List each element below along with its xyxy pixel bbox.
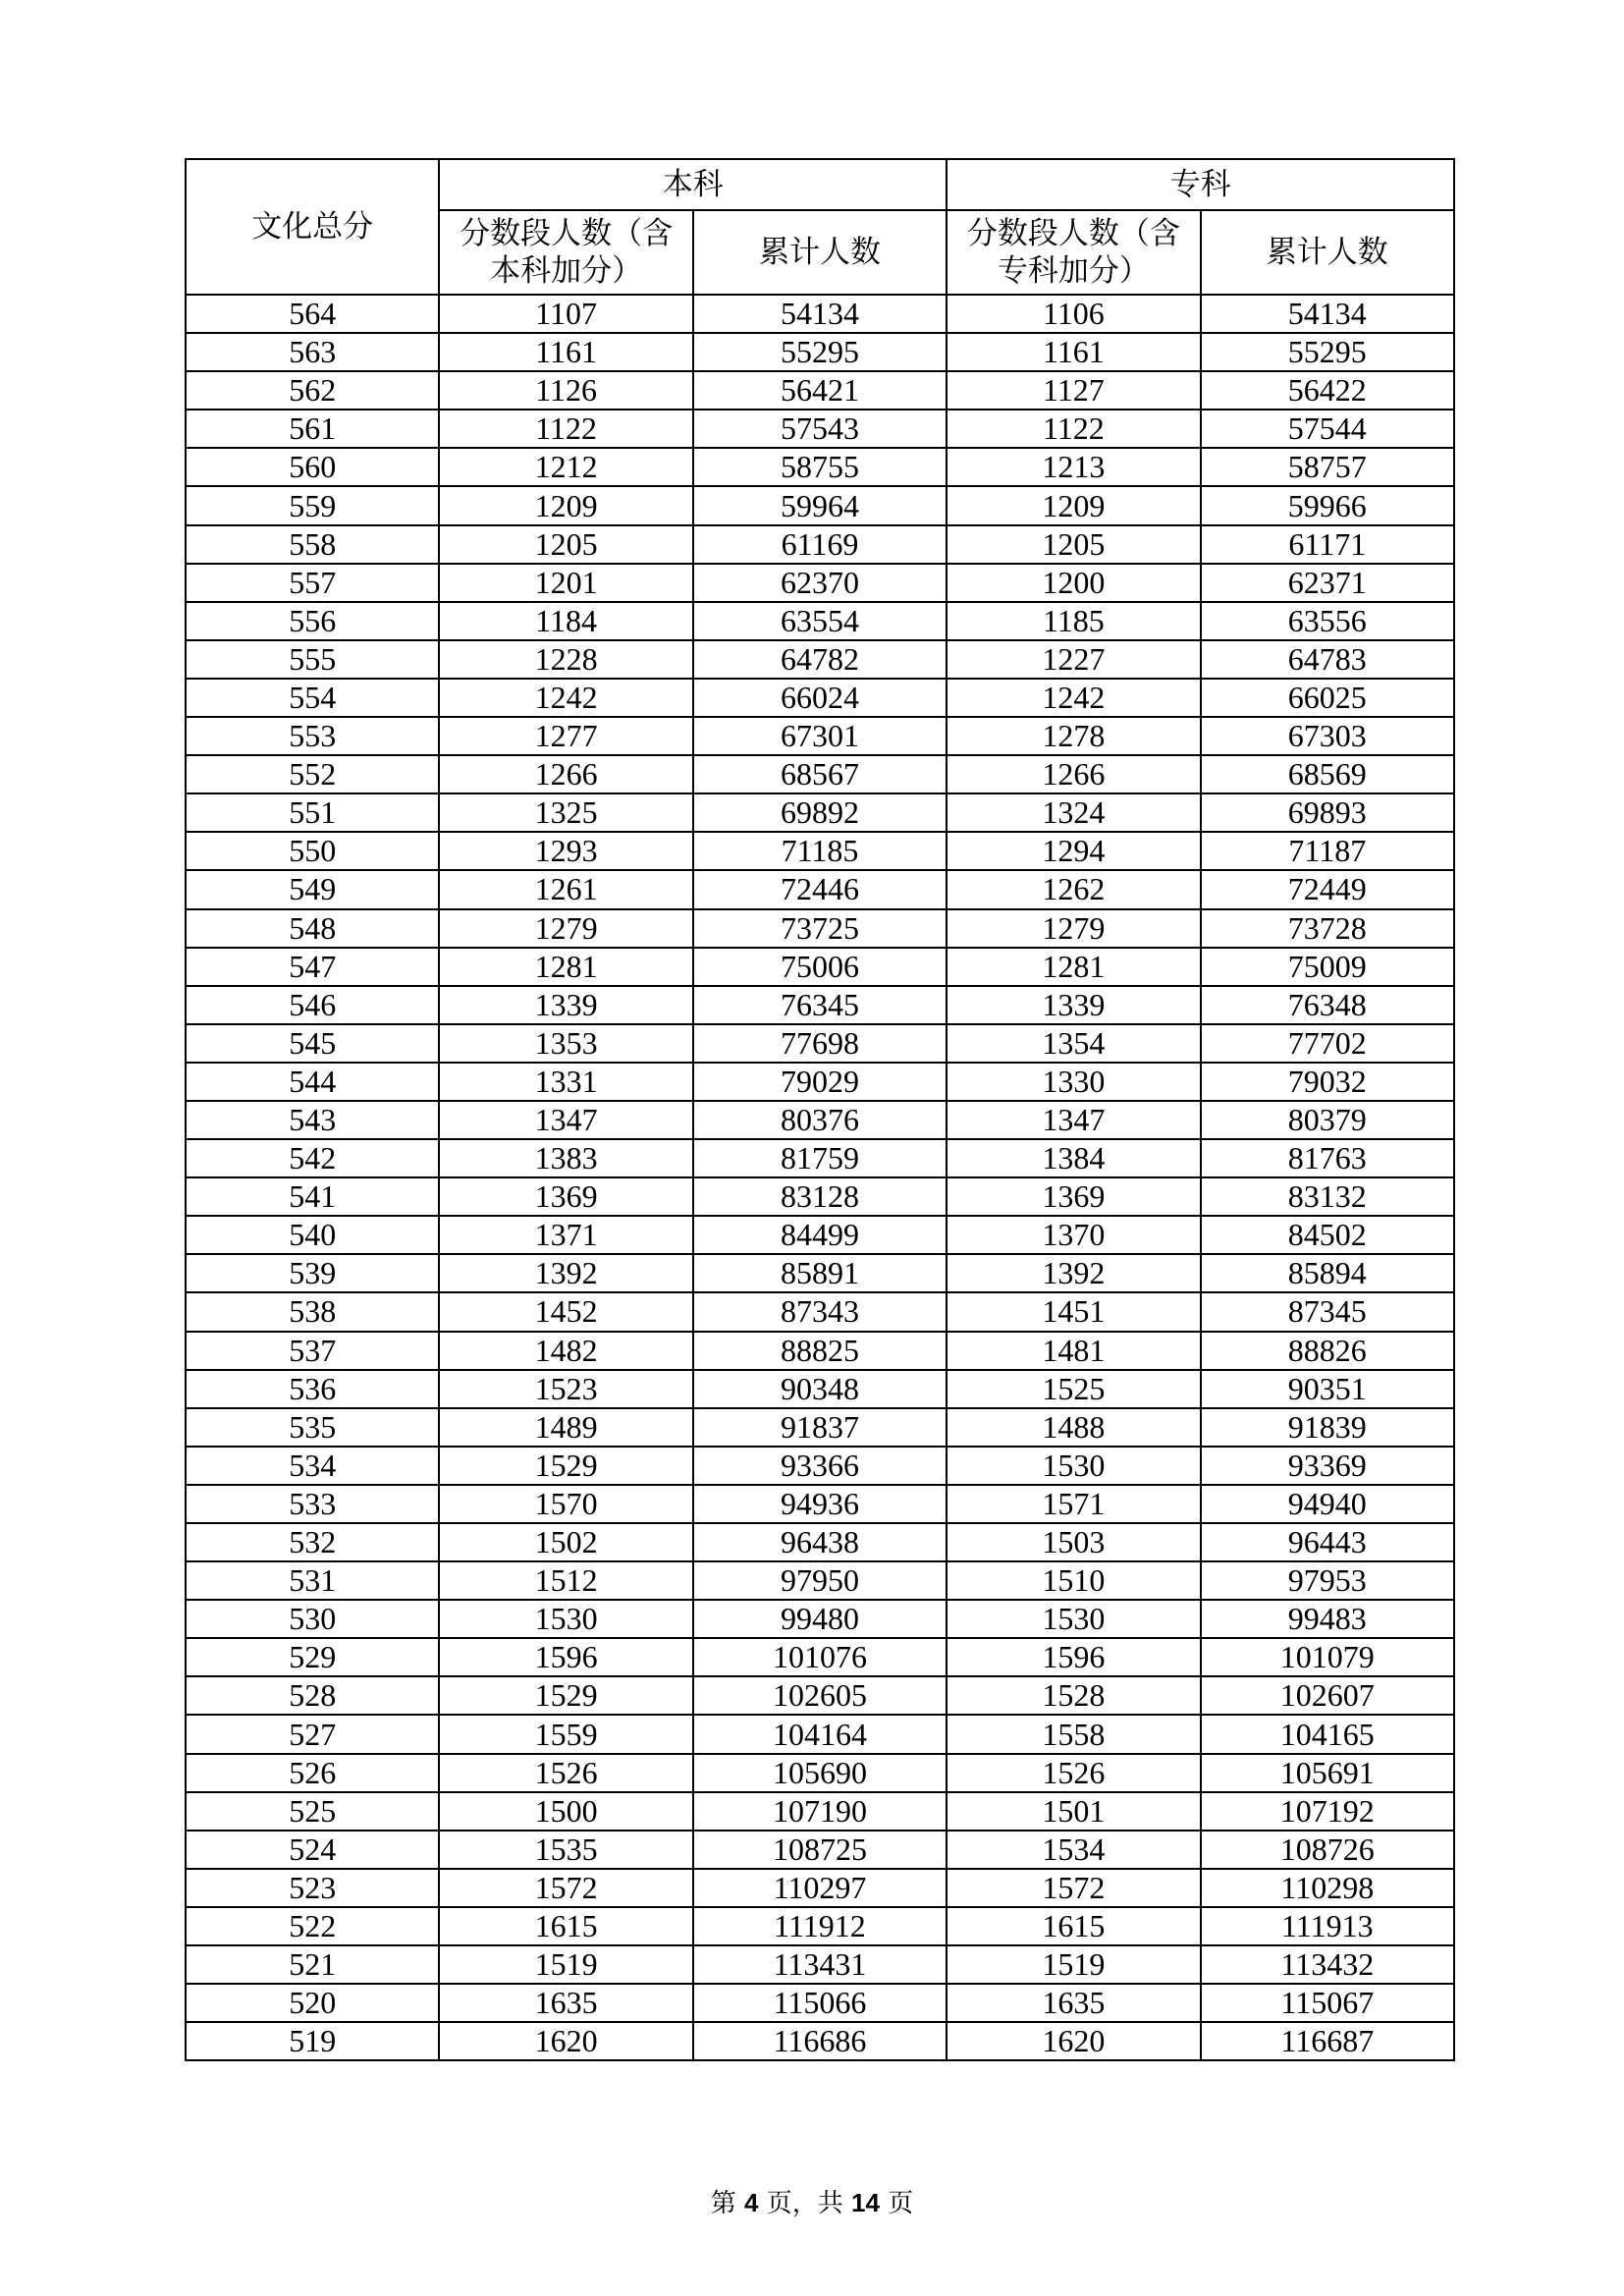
cell-score: 561 [186, 410, 439, 448]
cell-college-cumulative: 91839 [1201, 1408, 1454, 1447]
cell-college-segment: 1501 [947, 1792, 1200, 1831]
cell-college-segment: 1620 [947, 2022, 1200, 2060]
cell-undergrad-segment: 1122 [439, 410, 692, 448]
cell-undergrad-segment: 1277 [439, 717, 692, 755]
table-row [186, 1332, 1454, 1370]
cell-college-segment: 1185 [947, 602, 1200, 640]
cell-undergrad-segment: 1339 [439, 986, 692, 1024]
table-row [186, 371, 1454, 410]
cell-college-segment: 1161 [947, 333, 1200, 371]
cell-undergrad-segment: 1392 [439, 1254, 692, 1292]
header-college-cumulative: 累计人数 [1201, 210, 1454, 295]
footer-suffix: 页 [879, 2189, 914, 2218]
cell-college-cumulative: 115067 [1201, 1984, 1454, 2022]
table-row [186, 2022, 1454, 2060]
score-distribution-table [185, 158, 1455, 2061]
cell-score: 534 [186, 1447, 439, 1485]
cell-college-cumulative: 97953 [1201, 1561, 1454, 1600]
cell-score: 546 [186, 986, 439, 1024]
table-row [186, 832, 1454, 870]
table-row [186, 1254, 1454, 1292]
table-row [186, 1561, 1454, 1600]
cell-college-segment: 1392 [947, 1254, 1200, 1292]
cell-score: 519 [186, 2022, 439, 2060]
cell-score: 537 [186, 1332, 439, 1370]
cell-score: 520 [186, 1984, 439, 2022]
cell-college-segment: 1503 [947, 1523, 1200, 1561]
cell-undergrad-cumulative: 66024 [693, 679, 947, 717]
cell-undergrad-segment: 1572 [439, 1869, 692, 1907]
table-row [186, 1408, 1454, 1447]
cell-college-cumulative: 57544 [1201, 410, 1454, 448]
table-row [186, 1831, 1454, 1869]
cell-undergrad-cumulative: 55295 [693, 333, 947, 371]
cell-college-segment: 1354 [947, 1024, 1200, 1063]
cell-college-cumulative: 113432 [1201, 1945, 1454, 1984]
cell-score: 522 [186, 1907, 439, 1945]
cell-undergrad-cumulative: 79029 [693, 1063, 947, 1101]
cell-college-cumulative: 62371 [1201, 564, 1454, 602]
cell-undergrad-cumulative: 76345 [693, 986, 947, 1024]
cell-score: 538 [186, 1292, 439, 1331]
table-row [186, 1024, 1454, 1063]
cell-college-segment: 1347 [947, 1101, 1200, 1139]
cell-score: 532 [186, 1523, 439, 1561]
cell-undergrad-segment: 1615 [439, 1907, 692, 1945]
table-row [186, 295, 1454, 333]
cell-college-segment: 1324 [947, 793, 1200, 832]
cell-undergrad-segment: 1347 [439, 1101, 692, 1139]
cell-college-segment: 1213 [947, 448, 1200, 486]
cell-college-cumulative: 105691 [1201, 1754, 1454, 1792]
cell-college-segment: 1525 [947, 1370, 1200, 1408]
cell-score: 527 [186, 1715, 439, 1753]
cell-undergrad-segment: 1383 [439, 1139, 692, 1177]
table-row [186, 755, 1454, 793]
header-score: 文化总分 [186, 159, 439, 295]
cell-score: 540 [186, 1216, 439, 1254]
cell-college-cumulative: 90351 [1201, 1370, 1454, 1408]
cell-undergrad-segment: 1201 [439, 564, 692, 602]
table-row [186, 1715, 1454, 1753]
cell-college-cumulative: 83132 [1201, 1177, 1454, 1216]
cell-undergrad-segment: 1523 [439, 1370, 692, 1408]
cell-college-segment: 1530 [947, 1600, 1200, 1638]
header-undergrad: 本科 [439, 159, 947, 210]
cell-undergrad-cumulative: 96438 [693, 1523, 947, 1561]
cell-college-cumulative: 66025 [1201, 679, 1454, 717]
table-row [186, 1792, 1454, 1831]
cell-college-cumulative: 104165 [1201, 1715, 1454, 1753]
cell-college-segment: 1242 [947, 679, 1200, 717]
table-row [186, 870, 1454, 908]
cell-undergrad-segment: 1228 [439, 640, 692, 679]
table-row [186, 1907, 1454, 1945]
cell-undergrad-cumulative: 62370 [693, 564, 947, 602]
cell-undergrad-segment: 1281 [439, 948, 692, 986]
cell-undergrad-cumulative: 113431 [693, 1945, 947, 1984]
cell-college-cumulative: 71187 [1201, 832, 1454, 870]
table-row [186, 564, 1454, 602]
cell-undergrad-cumulative: 87343 [693, 1292, 947, 1331]
cell-score: 553 [186, 717, 439, 755]
table-row [186, 1447, 1454, 1485]
header-undergrad-segment: 分数段人数（含本科加分） [439, 210, 692, 295]
cell-undergrad-segment: 1512 [439, 1561, 692, 1600]
cell-undergrad-segment: 1500 [439, 1792, 692, 1831]
cell-college-segment: 1278 [947, 717, 1200, 755]
table-row [186, 640, 1454, 679]
cell-score: 530 [186, 1600, 439, 1638]
table-row [186, 1063, 1454, 1101]
cell-undergrad-cumulative: 97950 [693, 1561, 947, 1600]
cell-college-cumulative: 110298 [1201, 1869, 1454, 1907]
cell-college-cumulative: 116687 [1201, 2022, 1454, 2060]
cell-college-cumulative: 72449 [1201, 870, 1454, 908]
header-college: 专科 [947, 159, 1454, 210]
table-row [186, 602, 1454, 640]
cell-college-segment: 1596 [947, 1638, 1200, 1676]
cell-college-cumulative: 58757 [1201, 448, 1454, 486]
cell-college-cumulative: 108726 [1201, 1831, 1454, 1869]
cell-college-segment: 1384 [947, 1139, 1200, 1177]
cell-score: 554 [186, 679, 439, 717]
table-row [186, 1101, 1454, 1139]
table-row [186, 1676, 1454, 1715]
cell-college-segment: 1209 [947, 486, 1200, 524]
cell-undergrad-segment: 1325 [439, 793, 692, 832]
cell-score: 555 [186, 640, 439, 679]
cell-undergrad-segment: 1161 [439, 333, 692, 371]
cell-college-cumulative: 61171 [1201, 525, 1454, 564]
cell-undergrad-cumulative: 85891 [693, 1254, 947, 1292]
cell-undergrad-cumulative: 68567 [693, 755, 947, 793]
table-header [186, 159, 1454, 295]
cell-score: 531 [186, 1561, 439, 1600]
table-row [186, 986, 1454, 1024]
cell-college-cumulative: 64783 [1201, 640, 1454, 679]
cell-undergrad-segment: 1620 [439, 2022, 692, 2060]
table-row [186, 1869, 1454, 1907]
table-row [186, 1945, 1454, 1984]
table-row [186, 1984, 1454, 2022]
cell-score: 559 [186, 486, 439, 524]
cell-college-cumulative: 102607 [1201, 1676, 1454, 1715]
cell-score: 557 [186, 564, 439, 602]
table-row [186, 909, 1454, 948]
cell-college-segment: 1615 [947, 1907, 1200, 1945]
cell-college-cumulative: 99483 [1201, 1600, 1454, 1638]
cell-undergrad-segment: 1635 [439, 1984, 692, 2022]
page-footer [0, 2188, 1624, 2218]
table-body [186, 295, 1454, 2060]
cell-undergrad-segment: 1529 [439, 1676, 692, 1715]
cell-undergrad-segment: 1529 [439, 1447, 692, 1485]
cell-college-cumulative: 94940 [1201, 1485, 1454, 1523]
cell-undergrad-segment: 1209 [439, 486, 692, 524]
cell-undergrad-segment: 1184 [439, 602, 692, 640]
cell-score: 551 [186, 793, 439, 832]
cell-undergrad-segment: 1353 [439, 1024, 692, 1063]
table-row [186, 1216, 1454, 1254]
cell-college-segment: 1339 [947, 986, 1200, 1024]
cell-college-segment: 1262 [947, 870, 1200, 908]
cell-undergrad-cumulative: 58755 [693, 448, 947, 486]
table-row [186, 1485, 1454, 1523]
cell-undergrad-cumulative: 111912 [693, 1907, 947, 1945]
cell-undergrad-segment: 1452 [439, 1292, 692, 1331]
cell-undergrad-cumulative: 77698 [693, 1024, 947, 1063]
cell-college-segment: 1558 [947, 1715, 1200, 1753]
cell-undergrad-segment: 1570 [439, 1485, 692, 1523]
cell-score: 560 [186, 448, 439, 486]
cell-score: 535 [186, 1408, 439, 1447]
cell-college-cumulative: 81763 [1201, 1139, 1454, 1177]
cell-undergrad-cumulative: 83128 [693, 1177, 947, 1216]
cell-undergrad-cumulative: 56421 [693, 371, 947, 410]
cell-college-segment: 1279 [947, 909, 1200, 948]
cell-undergrad-segment: 1559 [439, 1715, 692, 1753]
cell-college-segment: 1294 [947, 832, 1200, 870]
cell-undergrad-segment: 1107 [439, 295, 692, 333]
cell-undergrad-cumulative: 88825 [693, 1332, 947, 1370]
table-row [186, 525, 1454, 564]
cell-undergrad-cumulative: 94936 [693, 1485, 947, 1523]
cell-undergrad-segment: 1519 [439, 1945, 692, 1984]
cell-college-cumulative: 96443 [1201, 1523, 1454, 1561]
cell-college-cumulative: 69893 [1201, 793, 1454, 832]
cell-college-segment: 1526 [947, 1754, 1200, 1792]
cell-undergrad-cumulative: 93366 [693, 1447, 947, 1485]
cell-undergrad-cumulative: 72446 [693, 870, 947, 908]
cell-score: 533 [186, 1485, 439, 1523]
cell-college-segment: 1266 [947, 755, 1200, 793]
cell-undergrad-cumulative: 67301 [693, 717, 947, 755]
cell-undergrad-cumulative: 63554 [693, 602, 947, 640]
cell-score: 544 [186, 1063, 439, 1101]
cell-undergrad-cumulative: 71185 [693, 832, 947, 870]
cell-undergrad-cumulative: 75006 [693, 948, 947, 986]
table-row [186, 1139, 1454, 1177]
cell-college-cumulative: 79032 [1201, 1063, 1454, 1101]
cell-score: 529 [186, 1638, 439, 1676]
cell-college-cumulative: 93369 [1201, 1447, 1454, 1485]
cell-undergrad-segment: 1371 [439, 1216, 692, 1254]
footer-total-pages: 14 [851, 2188, 880, 2217]
cell-score: 563 [186, 333, 439, 371]
cell-college-cumulative: 84502 [1201, 1216, 1454, 1254]
cell-college-cumulative: 85894 [1201, 1254, 1454, 1292]
cell-undergrad-cumulative: 69892 [693, 793, 947, 832]
cell-college-segment: 1571 [947, 1485, 1200, 1523]
cell-college-segment: 1106 [947, 295, 1200, 333]
cell-undergrad-segment: 1126 [439, 371, 692, 410]
cell-undergrad-segment: 1535 [439, 1831, 692, 1869]
cell-score: 524 [186, 1831, 439, 1869]
table-row [186, 1600, 1454, 1638]
cell-score: 521 [186, 1945, 439, 1984]
cell-college-cumulative: 55295 [1201, 333, 1454, 371]
cell-undergrad-cumulative: 107190 [693, 1792, 947, 1831]
table-row [186, 1754, 1454, 1792]
table-row [186, 793, 1454, 832]
cell-score: 526 [186, 1754, 439, 1792]
header-undergrad-cumulative: 累计人数 [693, 210, 947, 295]
cell-undergrad-cumulative: 90348 [693, 1370, 947, 1408]
cell-score: 541 [186, 1177, 439, 1216]
cell-score: 525 [186, 1792, 439, 1831]
cell-college-cumulative: 76348 [1201, 986, 1454, 1024]
cell-score: 552 [186, 755, 439, 793]
cell-college-cumulative: 73728 [1201, 909, 1454, 948]
table-row [186, 333, 1454, 371]
cell-undergrad-segment: 1502 [439, 1523, 692, 1561]
cell-undergrad-segment: 1530 [439, 1600, 692, 1638]
cell-undergrad-cumulative: 110297 [693, 1869, 947, 1907]
cell-college-segment: 1330 [947, 1063, 1200, 1101]
cell-undergrad-cumulative: 64782 [693, 640, 947, 679]
cell-score: 558 [186, 525, 439, 564]
cell-college-cumulative: 75009 [1201, 948, 1454, 986]
cell-undergrad-cumulative: 80376 [693, 1101, 947, 1139]
cell-undergrad-cumulative: 81759 [693, 1139, 947, 1177]
cell-score: 562 [186, 371, 439, 410]
cell-score: 539 [186, 1254, 439, 1292]
table-row [186, 1370, 1454, 1408]
cell-college-segment: 1530 [947, 1447, 1200, 1485]
cell-college-cumulative: 63556 [1201, 602, 1454, 640]
cell-college-segment: 1281 [947, 948, 1200, 986]
cell-undergrad-cumulative: 57543 [693, 410, 947, 448]
cell-score: 564 [186, 295, 439, 333]
table-row [186, 679, 1454, 717]
table-row [186, 1292, 1454, 1331]
table-row [186, 1523, 1454, 1561]
cell-score: 523 [186, 1869, 439, 1907]
cell-undergrad-segment: 1526 [439, 1754, 692, 1792]
table-row [186, 410, 1454, 448]
cell-score: 556 [186, 602, 439, 640]
cell-undergrad-cumulative: 105690 [693, 1754, 947, 1792]
cell-undergrad-cumulative: 115066 [693, 1984, 947, 2022]
cell-undergrad-cumulative: 101076 [693, 1638, 947, 1676]
cell-college-segment: 1227 [947, 640, 1200, 679]
cell-score: 545 [186, 1024, 439, 1063]
cell-college-segment: 1528 [947, 1676, 1200, 1715]
table-row [186, 1177, 1454, 1216]
cell-undergrad-cumulative: 108725 [693, 1831, 947, 1869]
footer-prefix: 第 [710, 2189, 745, 2218]
cell-undergrad-cumulative: 61169 [693, 525, 947, 564]
cell-undergrad-cumulative: 73725 [693, 909, 947, 948]
cell-undergrad-cumulative: 54134 [693, 295, 947, 333]
cell-college-cumulative: 56422 [1201, 371, 1454, 410]
cell-score: 543 [186, 1101, 439, 1139]
cell-undergrad-segment: 1279 [439, 909, 692, 948]
cell-college-cumulative: 111913 [1201, 1907, 1454, 1945]
cell-college-cumulative: 54134 [1201, 295, 1454, 333]
cell-undergrad-cumulative: 59964 [693, 486, 947, 524]
cell-college-cumulative: 77702 [1201, 1024, 1454, 1063]
cell-college-segment: 1488 [947, 1408, 1200, 1447]
cell-college-segment: 1122 [947, 410, 1200, 448]
cell-undergrad-segment: 1242 [439, 679, 692, 717]
cell-undergrad-cumulative: 104164 [693, 1715, 947, 1753]
cell-undergrad-segment: 1212 [439, 448, 692, 486]
cell-college-segment: 1200 [947, 564, 1200, 602]
table-row [186, 948, 1454, 986]
cell-undergrad-cumulative: 84499 [693, 1216, 947, 1254]
cell-undergrad-segment: 1261 [439, 870, 692, 908]
cell-undergrad-cumulative: 91837 [693, 1408, 947, 1447]
header-college-segment: 分数段人数（含专科加分） [947, 210, 1200, 295]
cell-score: 542 [186, 1139, 439, 1177]
cell-undergrad-segment: 1596 [439, 1638, 692, 1676]
cell-score: 536 [186, 1370, 439, 1408]
cell-college-segment: 1572 [947, 1869, 1200, 1907]
cell-college-segment: 1127 [947, 371, 1200, 410]
table-row [186, 448, 1454, 486]
cell-undergrad-segment: 1205 [439, 525, 692, 564]
cell-college-cumulative: 59966 [1201, 486, 1454, 524]
cell-undergrad-segment: 1369 [439, 1177, 692, 1216]
cell-college-cumulative: 88826 [1201, 1332, 1454, 1370]
cell-undergrad-segment: 1489 [439, 1408, 692, 1447]
cell-undergrad-cumulative: 102605 [693, 1676, 947, 1715]
footer-page-number: 4 [744, 2188, 759, 2217]
cell-score: 550 [186, 832, 439, 870]
cell-college-segment: 1451 [947, 1292, 1200, 1331]
cell-college-segment: 1205 [947, 525, 1200, 564]
cell-undergrad-segment: 1331 [439, 1063, 692, 1101]
cell-college-segment: 1519 [947, 1945, 1200, 1984]
table-row [186, 486, 1454, 524]
cell-score: 548 [186, 909, 439, 948]
footer-middle: 页，共 [758, 2189, 852, 2218]
cell-college-segment: 1534 [947, 1831, 1200, 1869]
cell-college-cumulative: 68569 [1201, 755, 1454, 793]
cell-college-segment: 1635 [947, 1984, 1200, 2022]
table-row [186, 1638, 1454, 1676]
cell-score: 549 [186, 870, 439, 908]
cell-college-cumulative: 101079 [1201, 1638, 1454, 1676]
cell-undergrad-segment: 1482 [439, 1332, 692, 1370]
header-row-groups [186, 159, 1454, 210]
cell-college-cumulative: 67303 [1201, 717, 1454, 755]
cell-college-cumulative: 80379 [1201, 1101, 1454, 1139]
cell-undergrad-cumulative: 99480 [693, 1600, 947, 1638]
cell-college-segment: 1481 [947, 1332, 1200, 1370]
cell-score: 528 [186, 1676, 439, 1715]
cell-score: 547 [186, 948, 439, 986]
cell-college-segment: 1510 [947, 1561, 1200, 1600]
cell-college-cumulative: 107192 [1201, 1792, 1454, 1831]
cell-college-segment: 1369 [947, 1177, 1200, 1216]
cell-college-segment: 1370 [947, 1216, 1200, 1254]
cell-undergrad-cumulative: 116686 [693, 2022, 947, 2060]
cell-college-cumulative: 87345 [1201, 1292, 1454, 1331]
cell-undergrad-segment: 1266 [439, 755, 692, 793]
table-row [186, 717, 1454, 755]
cell-undergrad-segment: 1293 [439, 832, 692, 870]
